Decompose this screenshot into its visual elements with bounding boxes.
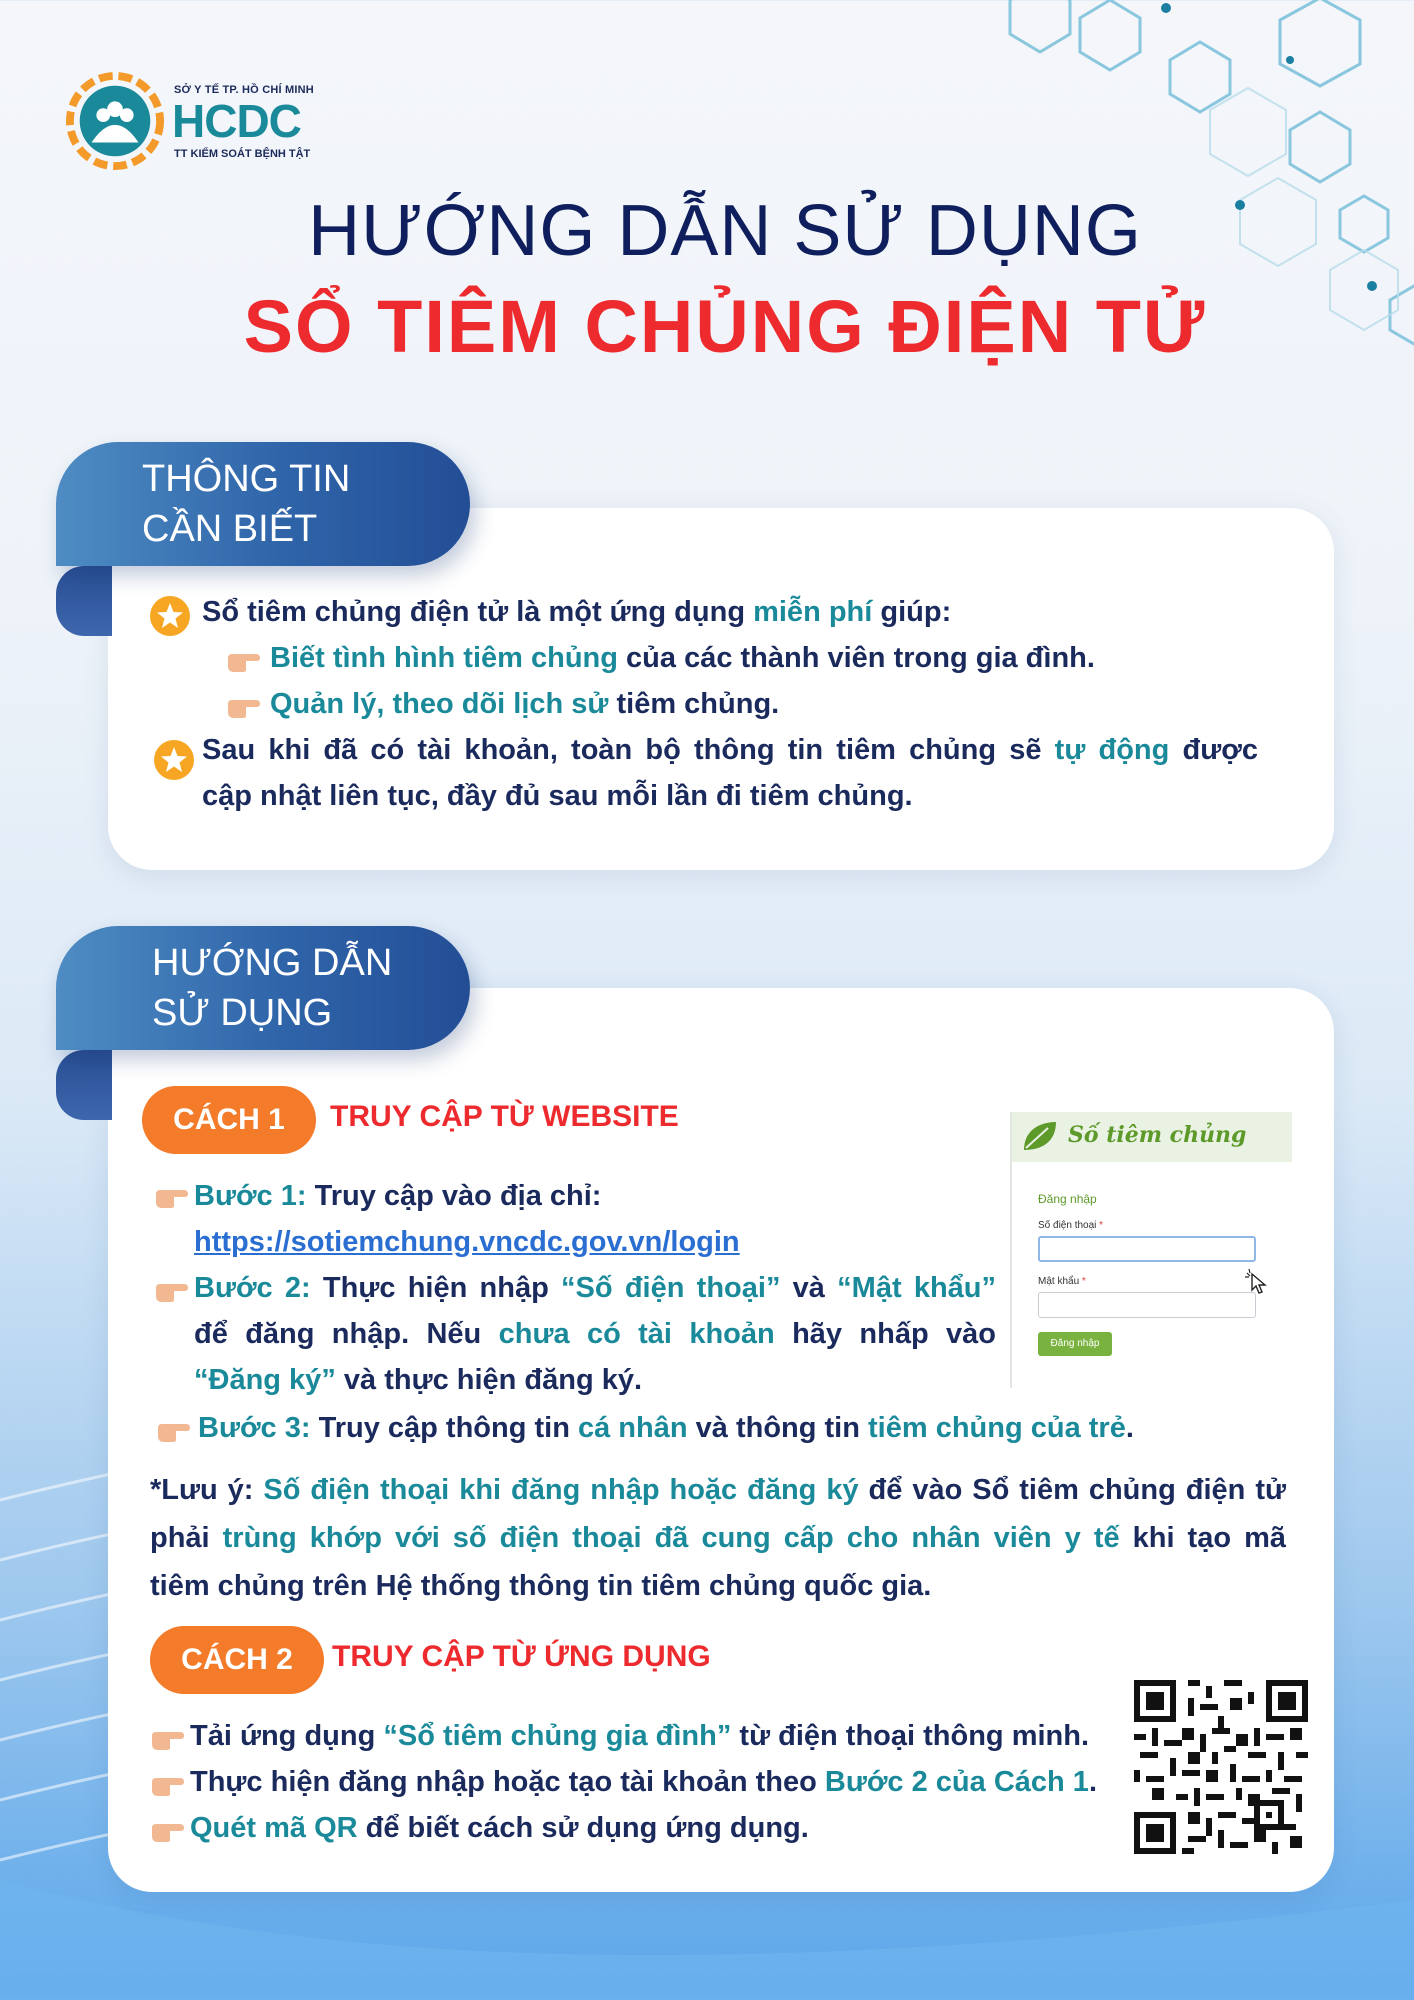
note: *Lưu ý: Số điện thoại khi đăng nhập hoặc đăng ký để vào Sổ tiêm chủng điện tử <box>150 1474 1286 1506</box>
logo-name: HCDC <box>172 95 301 147</box>
step-2: Bước 2: Thực hiện nhập “Số điện thoại” và “Mật khẩu” <box>194 1272 997 1304</box>
step-3: Bước 3: Truy cập thông tin cá nhân và thông tin tiêm chủng của trẻ. <box>198 1412 1134 1444</box>
info-paragraph-1: Sổ tiêm chủng điện tử là một ứng dụng miễn phí giúp: <box>202 596 952 628</box>
pointing-hand-icon <box>150 1820 186 1844</box>
leaf-icon <box>1020 1118 1060 1154</box>
section-tab-info <box>56 442 470 566</box>
qr-code-icon[interactable] <box>1134 1680 1308 1854</box>
password-label: Mật khẩu * <box>1038 1276 1086 1287</box>
pointing-hand-icon <box>226 650 262 674</box>
method-2-bullet-2: Thực hiện đăng nhập hoặc tạo tài khoản theo Bước 2 của Cách 1. <box>190 1766 1097 1798</box>
login-screenshot <box>1010 1112 1290 1388</box>
star-icon <box>152 738 196 782</box>
hcdc-emblem-icon <box>66 72 164 170</box>
method-1-title: TRUY CẬP TỪ WEBSITE <box>330 1100 679 1133</box>
info-paragraph-2: Sau khi đã có tài khoản, toàn bộ thông tin tiêm chủng sẽ tự động được <box>202 734 1258 766</box>
method-2-bullet-3: Quét mã QR để biết cách sử dụng ứng dụng. <box>190 1812 809 1844</box>
login-heading: Đăng nhập <box>1038 1192 1097 1206</box>
login-app-title: Số tiêm chủng <box>1068 1122 1247 1148</box>
password-input[interactable] <box>1038 1292 1256 1318</box>
method-2-title: TRUY CẬP TỪ ỨNG DỤNG <box>332 1640 711 1673</box>
login-header <box>1012 1112 1292 1162</box>
pointing-hand-icon <box>226 696 262 720</box>
logo-top-text: SỞ Y TẾ TP. HỒ CHÍ MINH <box>174 84 314 96</box>
phone-input[interactable] <box>1038 1236 1256 1262</box>
hcdc-logo <box>66 72 326 172</box>
login-button[interactable]: Đăng nhập <box>1038 1332 1112 1356</box>
step-2-line2: để đăng nhập. Nếu chưa có tài khoản hãy nhấp vào <box>194 1318 996 1350</box>
pointing-hand-icon <box>154 1186 190 1210</box>
section-tab-label: HƯỚNG DẪN SỬ DỤNG <box>152 942 393 1034</box>
tab-fold <box>56 1050 112 1120</box>
section-tab-label: THÔNG TIN CẦN BIẾT <box>142 458 351 550</box>
cursor-icon <box>1244 1268 1274 1296</box>
pointing-hand-icon <box>156 1420 192 1444</box>
info-bullet-2: Quản lý, theo dõi lịch sử tiêm chủng. <box>270 688 780 720</box>
note-line2: phải trùng khớp với số điện thoại đã cung cấp cho nhân viên y tế khi tạo mã <box>150 1522 1286 1554</box>
step-1: Bước 1: Truy cập vào địa chỉ: <box>194 1180 602 1212</box>
method-2-pill: CÁCH 2 <box>150 1626 324 1694</box>
star-icon <box>148 594 192 638</box>
step-2-line3: “Đăng ký” và thực hiện đăng ký. <box>194 1364 643 1396</box>
info-paragraph-2-line2: cập nhật liên tục, đầy đủ sau mỗi lần đi tiêm chủng. <box>202 780 913 812</box>
method-2-bullet-1: Tải ứng dụng “Sổ tiêm chủng gia đình” từ điện thoại thông minh. <box>190 1720 1090 1752</box>
pointing-hand-icon <box>150 1728 186 1752</box>
section-tab-guide <box>56 926 470 1050</box>
website-link[interactable]: https://sotiemchung.vncdc.gov.vn/login <box>194 1226 740 1258</box>
method-1-pill: CÁCH 1 <box>142 1086 316 1154</box>
info-bullet-1: Biết tình hình tiêm chủng của các thành viên trong gia đình. <box>270 642 1095 674</box>
pointing-hand-icon <box>154 1280 190 1304</box>
tab-fold <box>56 566 112 636</box>
page-subtitle: SỔ TIÊM CHỦNG ĐIỆN TỬ <box>243 285 1207 368</box>
note-line3: tiêm chủng trên Hệ thống thông tin tiêm chủng quốc gia. <box>150 1570 932 1602</box>
logo-bottom-text: TT KIỂM SOÁT BỆNH TẬT <box>174 148 311 160</box>
page-title: HƯỚNG DẪN SỬ DỤNG <box>308 191 1142 271</box>
pointing-hand-icon <box>150 1774 186 1798</box>
phone-label: Số điện thoại * <box>1038 1220 1104 1231</box>
